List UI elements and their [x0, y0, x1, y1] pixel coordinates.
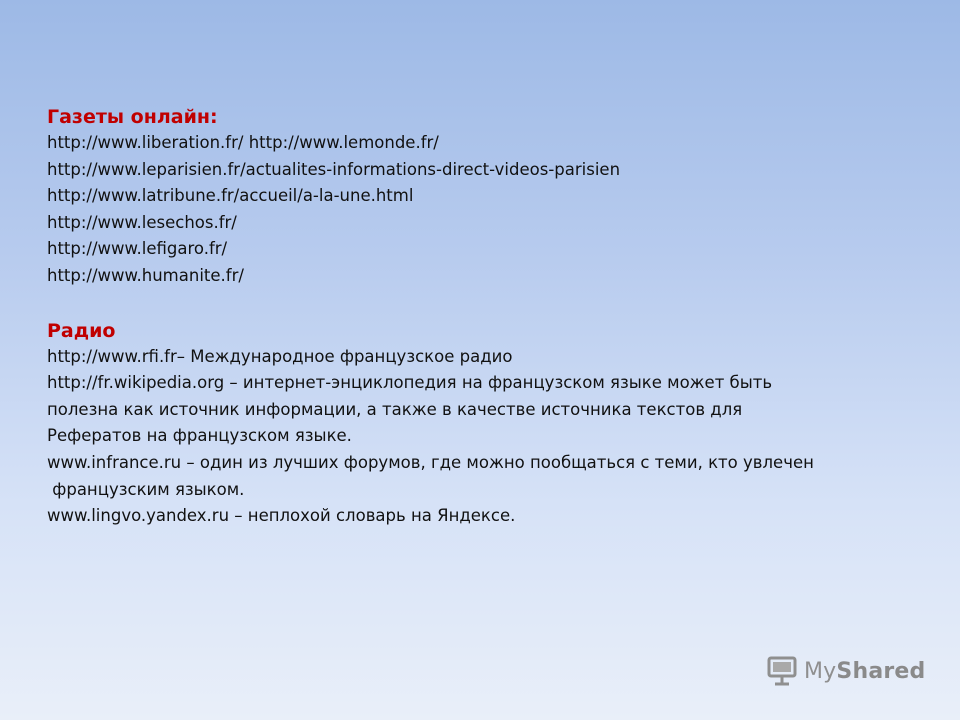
newspapers-list [47, 130, 947, 290]
slide-content [47, 104, 947, 530]
radio-line: http://www.rfi.fr– Международное французское радио [47, 346, 513, 366]
newspaper-link[interactable]: http://www.humanite.fr/ [47, 265, 244, 285]
radio-line: www.lingvo.yandex.ru – неплохой словарь на Яндексе. [47, 506, 516, 526]
radio-line: Рефератов на французском языке. [47, 426, 352, 446]
presentation-board-icon [766, 656, 800, 686]
newspaper-link[interactable]: http://www.liberation.fr/ http://www.lemonde.fr/ [47, 133, 439, 152]
radio-line: полезна как источник информации, а также в качестве источника текстов для [47, 399, 743, 419]
watermark-text: MyShared [804, 658, 926, 684]
radio-heading: Радио [47, 319, 116, 342]
newspaper-link[interactable]: http://www.latribune.fr/accueil/a-la-une.html [47, 186, 414, 206]
radio-line: http://fr.wikipedia.org – интернет-энциклопедия на французском языке может быть [47, 373, 773, 393]
newspaper-link[interactable]: http://www.lefigaro.fr/ [47, 239, 228, 259]
section-gap [47, 290, 947, 318]
newspapers-heading: Газеты онлайн: [47, 106, 218, 128]
myshared-watermark [766, 656, 925, 686]
newspaper-link[interactable]: http://www.lesechos.fr/ [47, 212, 237, 232]
radio-line: французским языком. [47, 479, 245, 499]
radio-list [47, 344, 947, 530]
radio-line: www.infrance.ru – один из лучших форумов, где можно пообщаться с теми, кто увлечен [47, 452, 814, 472]
newspaper-link[interactable]: http://www.leparisien.fr/actualites-informations-direct-videos-parisien [47, 159, 621, 179]
